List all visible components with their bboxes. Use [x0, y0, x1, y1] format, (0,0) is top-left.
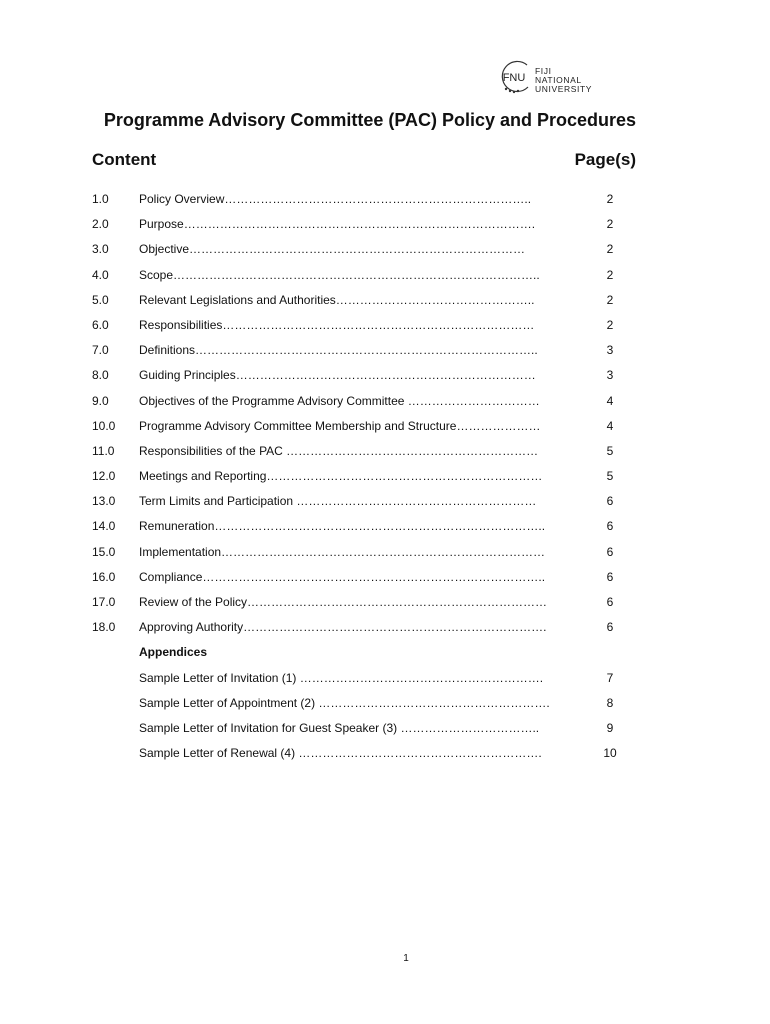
university-logo [497, 60, 597, 94]
fnu-emblem-icon [497, 60, 533, 94]
toc-title: Purpose……………………………………………………………………………. [139, 217, 536, 232]
logo-line-2: UNIVERSITY [535, 84, 593, 94]
toc-title: Remuneration……………………………………………………………………….. [139, 519, 546, 534]
toc-page: 3 [606, 368, 614, 383]
toc-row[interactable] [92, 444, 652, 469]
toc-row[interactable] [92, 242, 652, 267]
appendices-heading: Appendices [139, 645, 208, 660]
document-title: Programme Advisory Committee (PAC) Policy and Procedures [103, 110, 637, 130]
toc-number: 13.0 [92, 494, 116, 509]
toc-row[interactable] [92, 318, 652, 343]
appendix-page: 10 [603, 746, 617, 761]
toc-number: 8.0 [92, 368, 109, 383]
toc-number: 12.0 [92, 469, 116, 484]
appendix-row[interactable] [92, 671, 652, 696]
toc-title: Relevant Legislations and Authorities………………………………………….. [139, 292, 535, 307]
toc-number: 17.0 [92, 595, 116, 609]
toc-number: 5.0 [92, 292, 109, 307]
toc-title: Objectives of the Programme Advisory Committee …………………………… [139, 393, 540, 408]
toc-page: 2 [606, 317, 614, 332]
table-of-contents [92, 192, 652, 771]
toc-number: 10.0 [92, 418, 116, 433]
appendix-title: Sample Letter of Invitation (1) ……………………………………………………. [139, 670, 544, 685]
toc-row[interactable] [92, 570, 652, 595]
toc-title: Responsibilities…………………………………………………………………… [139, 317, 535, 332]
toc-number: 14.0 [92, 519, 116, 534]
toc-title: Definitions………………………………………………………………………….. [139, 343, 538, 358]
toc-number: 2.0 [92, 217, 109, 232]
toc-page: 5 [606, 443, 614, 458]
toc-row[interactable] [92, 545, 652, 570]
toc-title: Scope……………………………………………………………………………….. [139, 267, 540, 282]
toc-row[interactable] [92, 394, 652, 419]
toc-title: Implementation……………………………………………………………………… [139, 544, 546, 559]
toc-page: 4 [606, 393, 614, 408]
toc-row[interactable] [92, 192, 652, 217]
toc-number: 16.0 [92, 569, 116, 584]
toc-row[interactable] [92, 620, 652, 645]
toc-row[interactable] [92, 293, 652, 318]
toc-page: 2 [606, 192, 614, 206]
toc-row[interactable] [92, 469, 652, 494]
toc-row[interactable] [92, 595, 652, 620]
toc-row[interactable] [92, 494, 652, 519]
toc-number: 6.0 [92, 317, 109, 332]
toc-page: 2 [606, 217, 614, 232]
toc-row[interactable] [92, 268, 652, 293]
appendix-row[interactable] [92, 696, 652, 721]
toc-page: 6 [606, 595, 614, 609]
toc-page: 2 [606, 292, 614, 307]
logo-line-1: FIJI NATIONAL [535, 66, 582, 85]
toc-number: 9.0 [92, 393, 109, 408]
appendix-title: Sample Letter of Appointment (2) …………………………………………………. [139, 695, 550, 710]
toc-page: 4 [606, 418, 614, 433]
toc-number: 11.0 [92, 443, 115, 458]
toc-row[interactable] [92, 343, 652, 368]
toc-title: Objective………………………………………………………………………… [139, 242, 526, 257]
toc-title: Programme Advisory Committee Membership and Structure………………… [139, 418, 541, 433]
toc-title: Meetings and Reporting…………………………………………………………… [139, 469, 543, 484]
toc-title: Policy Overview………………………………………………………………….. [139, 192, 532, 206]
appendix-title: Sample Letter of Renewal (4) ……………………………………………………. [139, 746, 542, 761]
logo-wordmark [535, 67, 597, 94]
appendix-page: 9 [606, 720, 614, 735]
appendix-page: 7 [606, 670, 614, 685]
appendix-page: 8 [606, 695, 614, 710]
toc-page: 6 [606, 494, 614, 509]
appendices-heading-row [92, 645, 652, 670]
toc-number: 1.0 [92, 192, 109, 206]
toc-number: 18.0 [92, 620, 116, 635]
toc-title: Guiding Principles………………………………………………………………… [139, 368, 536, 383]
appendix-row[interactable] [92, 721, 652, 746]
footer-page-number: 1 [403, 953, 409, 964]
toc-title: Compliance………………………………………………………………………….. [139, 569, 546, 584]
toc-row[interactable] [92, 217, 652, 242]
toc-row[interactable] [92, 419, 652, 444]
toc-title: Term Limits and Participation …………………………………………………… [139, 494, 537, 509]
toc-page: 6 [606, 569, 614, 584]
toc-number: 4.0 [92, 267, 109, 282]
toc-title: Review of the Policy………………………………………………………………… [139, 595, 548, 609]
toc-row[interactable] [92, 519, 652, 544]
toc-page: 6 [606, 519, 614, 534]
appendix-row[interactable] [92, 746, 652, 771]
toc-page: 2 [606, 242, 614, 257]
pages-heading: Page(s) [574, 150, 636, 169]
toc-page: 2 [606, 267, 614, 282]
toc-title: Responsibilities of the PAC ……………………………………………………… [139, 443, 539, 458]
toc-page: 3 [606, 343, 614, 358]
logo-initials: FNU [502, 72, 526, 84]
toc-number: 7.0 [92, 343, 109, 358]
toc-page: 6 [606, 544, 614, 559]
toc-row[interactable] [92, 368, 652, 393]
appendix-title: Sample Letter of Invitation for Guest Speaker (3) …………………………….. [139, 720, 540, 735]
content-heading: Content [92, 150, 157, 169]
toc-number: 15.0 [92, 544, 116, 559]
toc-number: 3.0 [92, 242, 109, 257]
toc-title: Approving Authority…………………………………………………………………. [139, 620, 547, 635]
toc-page: 6 [606, 620, 614, 635]
toc-page: 5 [606, 469, 614, 484]
